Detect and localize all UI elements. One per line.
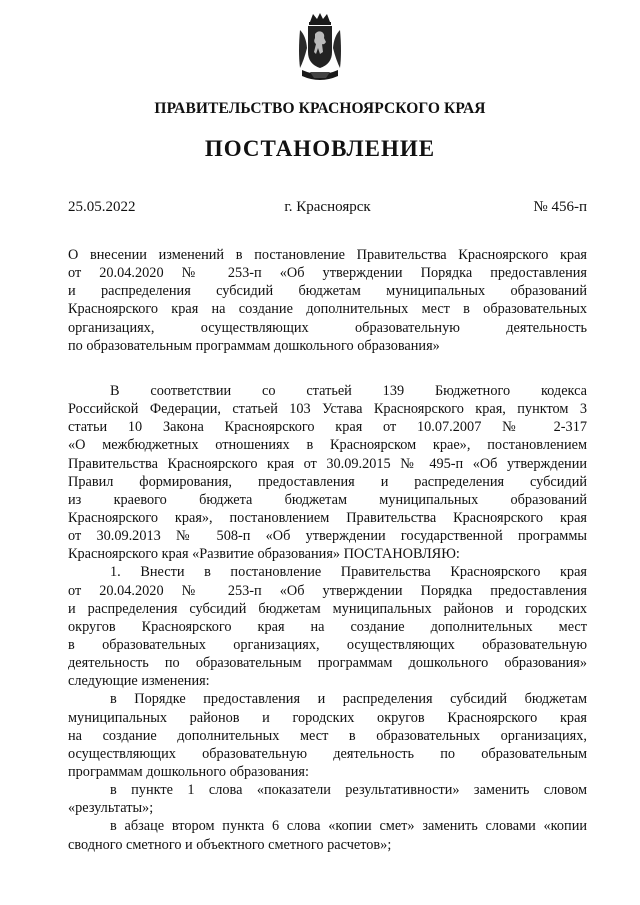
body-line: 1. Внести в постановление Правительства Красноярского края	[110, 564, 587, 581]
body-line: Красноярского края «Развитие образования» ПОСТАНОВЛЯЮ:	[68, 546, 460, 563]
body-line: Российской Федерации, статьей 103 Устава Красноярского края, пунктом 3	[68, 401, 587, 418]
krasnoyarsk-coat-of-arms-icon	[296, 12, 344, 84]
body-line: В соответствии со статьей 139 Бюджетного кодекса	[110, 383, 587, 399]
body-line: и распределения субсидий бюджетам муниципальных районов и городских	[68, 600, 587, 617]
body-line: муниципальных районов и городских округов Красноярского края	[68, 709, 587, 726]
subject-line: Красноярского края на создание дополнительных мест в образовательных	[68, 301, 587, 318]
body-line: статьи 10 Закона Красноярского края от 10.07.2007 № 2-317	[68, 419, 587, 436]
document-date: 25.05.2022	[68, 199, 136, 215]
body-line: в пункте 1 слова «показатели результативности» заменить словом	[110, 782, 587, 799]
body-line: в абзаце втором пункта 6 слова «копии смет» заменить словами «копии	[110, 818, 587, 835]
body-line: следующие изменения:	[68, 673, 210, 690]
body-line: в образовательных организациях, осуществляющих образовательную	[68, 636, 587, 653]
body-line: «О межбюджетных отношениях в Красноярском крае», постановлением	[68, 437, 587, 454]
subject-line: от 20.04.2020 № 253-п «Об утверждении Порядка предоставления	[68, 265, 587, 282]
body-line: «результаты»;	[68, 800, 154, 817]
body-line: от 30.09.2013 № 508-п «Об утверждении государственной программы	[68, 528, 587, 545]
body-line: осуществляющих образовательную деятельность по образовательным	[68, 745, 587, 762]
subject-line: организациях, осуществляющих образовательную деятельность	[68, 319, 587, 336]
body-line: Красноярского края», постановлением Правительства Красноярского края	[68, 509, 587, 526]
body-line: Правительства Красноярского края от 30.09.2015 № 495-п «Об утверждении	[68, 455, 587, 472]
body-line: сводного сметного и объектного сметного расчетов»;	[68, 836, 392, 853]
document-subject	[68, 246, 587, 355]
document-type-title: ПОСТАНОВЛЕНИЕ	[204, 136, 436, 161]
body-line: в Порядке предоставления и распределения субсидий бюджетам	[110, 691, 587, 708]
document-number: № 456-п	[533, 199, 587, 215]
subject-line: О внесении изменений в постановление Правительства Красноярского края	[68, 247, 587, 263]
subject-line: и распределения субсидий бюджетам муниципальных образований	[68, 283, 587, 300]
body-line: деятельность по образовательным программам дошкольного образования»	[68, 655, 587, 672]
subject-line: по образовательным программам дошкольного образования»	[68, 337, 440, 354]
government-title: ПРАВИТЕЛЬСТВО КРАСНОЯРСКОГО КРАЯ	[154, 100, 486, 117]
body-line: Правил формирования, предоставления и распределения субсидий	[68, 473, 587, 490]
document-city: г. Красноярск	[284, 199, 371, 215]
body-line: от 20.04.2020 № 253-п «Об утверждении Порядка предоставления	[68, 582, 587, 599]
document-body	[68, 382, 587, 854]
body-line: на создание дополнительных мест в образовательных организациях,	[68, 727, 587, 744]
body-line: программам дошкольного образования:	[68, 763, 309, 780]
body-line: из краевого бюджета бюджетам муниципальных образований	[68, 491, 587, 508]
body-line: округов Красноярского края на создание дополнительных мест	[68, 618, 587, 635]
